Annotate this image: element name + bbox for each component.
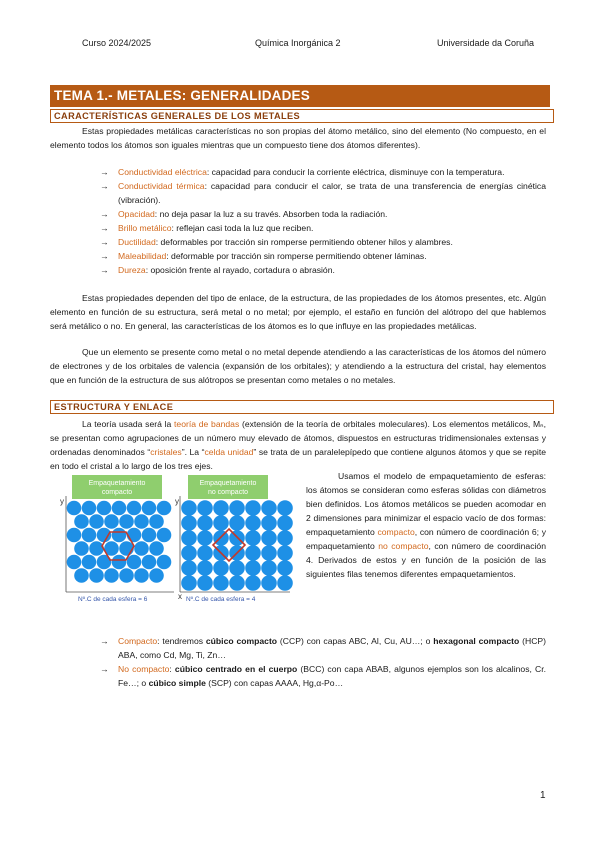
noncompact-spheres	[181, 500, 293, 591]
sphere	[197, 560, 213, 576]
compact-label-line2: compacto	[101, 489, 133, 496]
term-compact: compacto	[377, 527, 415, 537]
section-heading-structure: ESTRUCTURA Y ENLACE	[50, 400, 554, 414]
arrow-icon: →	[100, 251, 109, 261]
sphere	[112, 555, 127, 570]
sphere	[277, 545, 293, 561]
property-item	[100, 179, 546, 207]
sphere	[127, 501, 142, 516]
sphere	[157, 528, 172, 543]
property-term: Brillo metálico	[118, 223, 172, 233]
sphere	[67, 528, 82, 543]
property-description: : deformable por tracción sin romperse permitiendo obtener láminas.	[166, 251, 427, 261]
sphere	[82, 528, 97, 543]
sphere	[112, 528, 127, 543]
properties-list	[100, 165, 546, 277]
sphere	[229, 560, 245, 576]
sphere	[213, 500, 229, 516]
term-unit-cell: celda unidad	[204, 447, 254, 457]
sphere	[142, 501, 157, 516]
term-crystals: cristales	[150, 447, 182, 457]
sphere	[229, 515, 245, 531]
sphere	[97, 501, 112, 516]
sphere	[149, 514, 164, 529]
sphere	[213, 575, 229, 591]
sphere	[127, 555, 142, 570]
sphere	[134, 541, 149, 556]
sphere	[261, 545, 277, 561]
property-term: Maleabilidad	[118, 251, 167, 261]
property-description: : oposición frente al rayado, cortadura o abrasión.	[145, 265, 335, 275]
sphere	[157, 501, 172, 516]
sphere	[261, 560, 277, 576]
sphere	[181, 515, 197, 531]
sphere	[197, 530, 213, 546]
arrow-icon: →	[100, 167, 109, 177]
noncompact-label-line2: no compacto	[207, 489, 249, 496]
sphere	[261, 530, 277, 546]
paragraph-sphere-packing	[306, 469, 546, 581]
sphere	[245, 515, 261, 531]
term-bcc: cúbico centrado en el cuerpo	[174, 664, 298, 674]
term-band-theory: teoría de bandas	[174, 419, 240, 429]
arrow-icon: →	[100, 209, 109, 219]
sphere	[261, 575, 277, 591]
text: Usamos el modelo de empaquetamiento de esferas: los átomos se consideran como esferas sólidas con diámetros bien definidos. Los átomos metálicos se pueden acomodar en 2 dimensiones para minimizar el espacio vacío de dos formas: empaquetamiento	[306, 471, 546, 537]
text: La teoría usada será la	[82, 419, 175, 429]
text: : tendremos	[157, 636, 206, 646]
arrow-icon: →	[100, 181, 109, 191]
text: (HCP) ABA, como Cd, Mg, Ti, Zn…	[118, 636, 546, 660]
text: , con número de coordinación 4. Derivados de estos y en función de la posición de las siguientes filas tenemos diferentes empaquetamientos.	[306, 541, 546, 579]
arrow-icon: →	[100, 237, 109, 247]
text: (CCP) con capas ABC, Al, Cu, AU…; o	[277, 636, 434, 646]
sphere	[134, 514, 149, 529]
sphere	[142, 555, 157, 570]
sphere	[277, 515, 293, 531]
sphere	[277, 530, 293, 546]
property-description: : capacidad para conducir la corriente eléctrica, disminuye con la temperatura.	[206, 167, 505, 177]
sphere	[149, 541, 164, 556]
term-ccp: cúbico compacto	[205, 636, 278, 646]
sphere	[197, 500, 213, 516]
sphere	[119, 568, 134, 583]
sphere	[181, 530, 197, 546]
text: , con número de coordinación 6; y empaquetamiento	[306, 527, 546, 551]
property-item	[100, 235, 546, 249]
header-course: Curso 2024/2025	[82, 38, 152, 48]
header-subject: Química Inorgánica 2	[255, 38, 341, 48]
arrow-icon: →	[100, 223, 109, 233]
term-compact-bullet: Compacto	[118, 636, 158, 646]
sphere	[82, 555, 97, 570]
property-item	[100, 249, 546, 263]
list-item-compact	[100, 634, 546, 662]
property-item	[100, 221, 546, 235]
sphere	[157, 555, 172, 570]
sphere	[245, 575, 261, 591]
paragraph-metal-nonmetal: Que un elemento se presente como metal o no metal depende atendiendo a las características de los átomos del número de electrones y de los orbitales de valencia (expansión de los orbitales); y atendiendo a la estructura del cristal, hay elementos que en función de la estructura de sus alótropos se presentan como metales o no metales.	[50, 347, 546, 385]
property-description: : deformables por tracción sin romperse permitiendo obtener hilos y alambres.	[155, 237, 453, 247]
sphere	[181, 560, 197, 576]
text: :	[169, 664, 175, 674]
paragraph-band-theory	[50, 417, 546, 473]
property-term: Conductividad eléctrica	[118, 167, 207, 177]
sphere	[229, 575, 245, 591]
term-scp: cúbico simple	[148, 678, 206, 688]
property-item	[100, 207, 546, 221]
term-noncompact: no compacto	[378, 541, 429, 551]
text: ”. La “	[181, 447, 205, 457]
text: (SCP) con capas AAAA, Hg,α-Po…	[205, 678, 344, 688]
sphere	[245, 500, 261, 516]
header-university: Universidade da Coruña	[437, 38, 535, 48]
sphere	[67, 501, 82, 516]
sphere	[74, 541, 89, 556]
page-number: 1	[540, 790, 546, 801]
sphere	[277, 500, 293, 516]
sphere	[197, 545, 213, 561]
arrow-icon: →	[100, 636, 109, 646]
paragraph-dependencies: Estas propiedades dependen del tipo de enlace, de la estructura, de las propiedades de los átomos presentes, etc. Algún elemento en función de su estructura, será metal o no metal; por ejemplo, el estaño en función del alótropo del que hablemos será metálico o no. En general, las características de los átomos es lo que influye en las propiedades metálicas.	[50, 293, 546, 331]
sphere	[213, 515, 229, 531]
noncompact-label-line1: Empaquetamiento	[199, 480, 257, 487]
sphere	[213, 560, 229, 576]
property-item	[100, 263, 546, 277]
compact-spheres	[67, 501, 172, 583]
page-title-bar	[50, 85, 550, 107]
term-hcp: hexagonal compacto	[433, 636, 520, 646]
sphere	[229, 500, 245, 516]
sphere	[89, 514, 104, 529]
property-description: : capacidad para conducir el calor, se trata de una transferencia de energías cinética (vibración).	[118, 181, 546, 205]
sphere	[197, 575, 213, 591]
section-heading-characteristics: CARACTERÍSTICAS GENERALES DE LOS METALES	[50, 109, 554, 123]
sphere	[127, 528, 142, 543]
compact-caption: Nº.C de cada esfera = 6	[78, 596, 148, 603]
sphere	[245, 530, 261, 546]
packing-figure	[58, 474, 298, 604]
property-description: : no deja pasar la luz a su través. Absorben toda la radiación.	[154, 209, 388, 219]
axis-y-label-right: y	[175, 497, 179, 506]
property-description: : reflejan casi toda la luz que reciben.	[171, 223, 314, 233]
page-title: TEMA 1.- METALES: GENERALIDADES	[54, 88, 310, 103]
sphere	[67, 555, 82, 570]
property-term: Dureza	[118, 265, 146, 275]
sphere	[74, 514, 89, 529]
compact-label-line1: Empaquetamiento	[88, 480, 146, 487]
list-item-noncompact	[100, 662, 546, 690]
axis-x-label: x	[178, 592, 182, 601]
sphere	[104, 568, 119, 583]
term-noncompact-bullet: No compacto	[118, 664, 170, 674]
arrow-icon: →	[100, 664, 109, 674]
intro-paragraph: Estas propiedades metálicas características no son propias del átomo metálico, sino del elemento (No compuesto, en el elemento todos los átomos son iguales mientras que un compuesto tiene dos átomos diferentes).	[50, 126, 546, 150]
packing-types-list	[100, 634, 546, 690]
sphere	[261, 515, 277, 531]
sphere	[181, 545, 197, 561]
sphere	[112, 501, 127, 516]
sphere	[134, 568, 149, 583]
sphere	[245, 560, 261, 576]
axis-y-label-left: y	[60, 497, 64, 506]
sphere	[197, 515, 213, 531]
sphere	[149, 568, 164, 583]
sphere	[89, 568, 104, 583]
sphere	[277, 560, 293, 576]
property-term: Conductividad térmica	[118, 181, 205, 191]
sphere	[277, 575, 293, 591]
sphere	[261, 500, 277, 516]
arrow-icon: →	[100, 265, 109, 275]
sphere	[181, 575, 197, 591]
packing-diagram	[58, 474, 298, 604]
text: ” se trata de un paralelepípedo que contiene algunos átomos y que se repite en todo el cristal a lo largo de los tres ejes.	[50, 447, 546, 471]
property-item	[100, 165, 546, 179]
sphere	[82, 501, 97, 516]
sphere	[89, 541, 104, 556]
sphere	[74, 568, 89, 583]
sphere	[181, 500, 197, 516]
text: (extensión de la teoría de orbitales moleculares). Los elementos metálicos, Mₙ, se presentan como agrupaciones de un número muy elevado de átomos, dispuestos en estructuras tridimensionales extensas y ordenadas denominados “	[50, 419, 546, 457]
sphere	[142, 528, 157, 543]
text: (BCC) con capa ABAB, algunos ejemplos son los alcalinos, Cr. Fe…; o	[118, 664, 546, 688]
sphere	[104, 514, 119, 529]
noncompact-caption: Nº.C de cada esfera = 4	[186, 596, 256, 603]
sphere	[119, 514, 134, 529]
property-term: Opacidad	[118, 209, 155, 219]
sphere	[245, 545, 261, 561]
property-term: Ductilidad	[118, 237, 156, 247]
